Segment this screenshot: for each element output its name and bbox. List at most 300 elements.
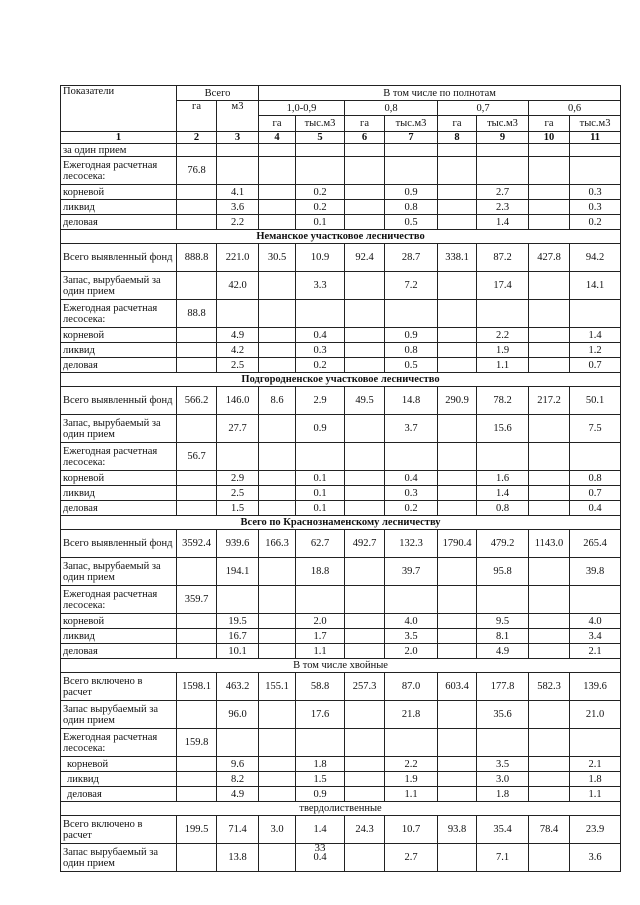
table-cell	[385, 144, 438, 157]
table-cell: 19.5	[217, 614, 259, 629]
table-cell	[177, 144, 217, 157]
table-cell	[477, 729, 529, 757]
table-cell: 28.7	[385, 244, 438, 272]
table-cell: 0.9	[296, 415, 345, 443]
table-cell	[529, 586, 570, 614]
header-thous-m3: тыс.м3	[477, 116, 529, 132]
table-row	[61, 443, 621, 471]
header-total-m3: м3	[217, 101, 259, 132]
table-cell: 3.5	[477, 757, 529, 772]
table-cell: 88.8	[177, 300, 217, 328]
table-cell: 0.7	[570, 358, 621, 373]
header-total: Всего	[177, 86, 259, 101]
table-cell: 359.7	[177, 586, 217, 614]
table-row	[61, 586, 621, 614]
row-label: ликвид	[61, 629, 177, 644]
table-cell	[259, 157, 296, 185]
section-header-row	[61, 802, 621, 816]
row-label: Всего включено в расчет	[61, 816, 177, 844]
table-cell: 0.3	[570, 185, 621, 200]
table-cell	[296, 586, 345, 614]
table-cell	[570, 157, 621, 185]
table-cell: 23.9	[570, 816, 621, 844]
table-cell: 0.8	[477, 501, 529, 516]
table-row	[61, 300, 621, 328]
table-cell	[529, 772, 570, 787]
table-cell: 62.7	[296, 530, 345, 558]
table-body	[61, 144, 621, 872]
table-cell: 93.8	[438, 816, 477, 844]
table-cell	[177, 272, 217, 300]
table-row	[61, 215, 621, 230]
table-cell: 159.8	[177, 729, 217, 757]
table-cell	[438, 701, 477, 729]
table-cell: 1.1	[477, 358, 529, 373]
table-cell: 1.8	[296, 757, 345, 772]
table-cell: 14.8	[385, 387, 438, 415]
row-label: корневой	[61, 328, 177, 343]
table-cell: 9.5	[477, 614, 529, 629]
table-cell: 1.5	[217, 501, 259, 516]
table-cell	[477, 443, 529, 471]
table-cell	[385, 443, 438, 471]
table-cell	[529, 200, 570, 215]
table-cell	[259, 644, 296, 659]
table-cell	[217, 586, 259, 614]
table-cell: 2.7	[477, 185, 529, 200]
row-label: Ежегодная расчетная лесосека:	[61, 157, 177, 185]
header-ha: га	[259, 116, 296, 132]
table-row	[61, 787, 621, 802]
table-cell	[438, 558, 477, 586]
table-cell: 221.0	[217, 244, 259, 272]
table-cell: 4.2	[217, 343, 259, 358]
table-cell	[345, 729, 385, 757]
row-label: ликвид	[61, 486, 177, 501]
table-cell	[259, 586, 296, 614]
section-title: Всего по Краснознаменскому лесничеству	[61, 516, 621, 530]
header-density-4: 0,6	[529, 101, 621, 116]
header-ha: га	[529, 116, 570, 132]
row-label: Запас, вырубаемый за один прием	[61, 272, 177, 300]
table-cell: 1.8	[477, 787, 529, 802]
table-cell: 1.4	[477, 215, 529, 230]
table-cell	[385, 729, 438, 757]
table-cell: 39.7	[385, 558, 438, 586]
table-cell: 194.1	[217, 558, 259, 586]
column-number: 4	[259, 132, 296, 144]
table-cell: 1.2	[570, 343, 621, 358]
table-cell	[177, 701, 217, 729]
table-cell: 888.8	[177, 244, 217, 272]
table-cell: 1.9	[477, 343, 529, 358]
table-cell: 4.0	[570, 614, 621, 629]
table-cell: 177.8	[477, 673, 529, 701]
table-cell	[259, 701, 296, 729]
table-cell	[345, 443, 385, 471]
table-cell: 10.9	[296, 244, 345, 272]
table-row	[61, 729, 621, 757]
table-cell: 8.1	[477, 629, 529, 644]
table-cell: 3.0	[259, 816, 296, 844]
table-cell	[345, 629, 385, 644]
table-cell	[217, 157, 259, 185]
row-label: Запас вырубаемый за один прием	[61, 701, 177, 729]
table-cell	[345, 787, 385, 802]
table-cell	[259, 614, 296, 629]
table-cell	[177, 757, 217, 772]
table-cell	[259, 471, 296, 486]
table-cell: 8.2	[217, 772, 259, 787]
table-cell: 155.1	[259, 673, 296, 701]
table-row	[61, 144, 621, 157]
table-cell	[345, 185, 385, 200]
table-cell: 0.1	[296, 471, 345, 486]
table-cell	[345, 272, 385, 300]
table-cell	[259, 757, 296, 772]
table-cell: 139.6	[570, 673, 621, 701]
table-cell	[529, 343, 570, 358]
row-label: Ежегодная расчетная лесосека:	[61, 729, 177, 757]
table-cell	[438, 200, 477, 215]
table-cell: 0.2	[296, 200, 345, 215]
table-cell	[259, 772, 296, 787]
table-cell	[177, 471, 217, 486]
row-label: деловая	[61, 644, 177, 659]
row-label: Запас, вырубаемый за один прием	[61, 558, 177, 586]
table-cell	[529, 443, 570, 471]
table-cell: 71.4	[217, 816, 259, 844]
table-row	[61, 486, 621, 501]
table-cell: 3.6	[217, 200, 259, 215]
table-cell	[438, 729, 477, 757]
table-cell	[570, 586, 621, 614]
table-cell: 1598.1	[177, 673, 217, 701]
table-cell	[529, 644, 570, 659]
table-cell	[177, 415, 217, 443]
table-cell: 1.7	[296, 629, 345, 644]
table-cell	[345, 644, 385, 659]
table-cell	[217, 300, 259, 328]
table-cell: 17.6	[296, 701, 345, 729]
table-cell: 146.0	[217, 387, 259, 415]
table-cell: 0.8	[570, 471, 621, 486]
table-cell: 2.3	[477, 200, 529, 215]
table-row	[61, 644, 621, 659]
table-cell: 58.8	[296, 673, 345, 701]
table-cell: 76.8	[177, 157, 217, 185]
table-cell: 290.9	[438, 387, 477, 415]
table-cell	[345, 586, 385, 614]
table-cell: 2.9	[217, 471, 259, 486]
row-label: корневой	[61, 614, 177, 629]
table-cell: 10.1	[217, 644, 259, 659]
table-cell: 0.2	[296, 185, 345, 200]
table-cell	[259, 558, 296, 586]
table-cell: 257.3	[345, 673, 385, 701]
table-cell: 0.9	[385, 185, 438, 200]
table-cell: 0.4	[296, 328, 345, 343]
table-row	[61, 673, 621, 701]
table-cell: 1.4	[570, 328, 621, 343]
table-cell	[529, 787, 570, 802]
table-row	[61, 530, 621, 558]
table-cell	[345, 300, 385, 328]
table-cell	[259, 486, 296, 501]
table-cell: 9.6	[217, 757, 259, 772]
page-number: 33	[314, 842, 326, 854]
row-label: Всего выявленный фонд	[61, 530, 177, 558]
table-row	[61, 629, 621, 644]
table-cell	[217, 729, 259, 757]
table-cell: 4.0	[385, 614, 438, 629]
table-cell	[529, 157, 570, 185]
table-cell: 4.9	[217, 787, 259, 802]
table-row	[61, 772, 621, 787]
table-cell: 463.2	[217, 673, 259, 701]
table-cell: 0.1	[296, 486, 345, 501]
table-cell: 338.1	[438, 244, 477, 272]
table-cell: 0.5	[385, 215, 438, 230]
table-cell: 1143.0	[529, 530, 570, 558]
table-cell	[438, 443, 477, 471]
row-label: Всего выявленный фонд	[61, 387, 177, 415]
section-header-row	[61, 516, 621, 530]
table-cell	[529, 215, 570, 230]
table-cell	[296, 144, 345, 157]
table-cell	[385, 586, 438, 614]
header-ha: га	[345, 116, 385, 132]
table-cell	[259, 200, 296, 215]
table-cell	[177, 787, 217, 802]
row-label: деловая	[61, 501, 177, 516]
table-cell: 50.1	[570, 387, 621, 415]
table-cell: 49.5	[345, 387, 385, 415]
table-cell: 479.2	[477, 530, 529, 558]
column-number: 6	[345, 132, 385, 144]
table-cell: 16.7	[217, 629, 259, 644]
header-thous-m3: тыс.м3	[385, 116, 438, 132]
table-row	[61, 614, 621, 629]
table-cell: 2.9	[296, 387, 345, 415]
table-cell: 15.6	[477, 415, 529, 443]
row-label: Ежегодная расчетная лесосека:	[61, 300, 177, 328]
table-cell	[385, 300, 438, 328]
table-cell: 1.8	[570, 772, 621, 787]
table-cell	[438, 300, 477, 328]
table-row	[61, 200, 621, 215]
table-row	[61, 415, 621, 443]
table-cell: 1.5	[296, 772, 345, 787]
table-cell	[438, 787, 477, 802]
table-cell	[259, 144, 296, 157]
table-cell	[217, 443, 259, 471]
header-thous-m3: тыс.м3	[570, 116, 621, 132]
table-cell: 0.4	[296, 844, 345, 872]
table-cell: 1.9	[385, 772, 438, 787]
table-cell	[296, 300, 345, 328]
header-total-ha: га	[177, 101, 217, 132]
table-cell: 0.2	[385, 501, 438, 516]
table-row	[61, 816, 621, 844]
column-number: 7	[385, 132, 438, 144]
table-cell: 1.1	[570, 787, 621, 802]
section-title: В том числе хвойные	[61, 659, 621, 673]
table-cell: 0.8	[385, 200, 438, 215]
table-row	[61, 701, 621, 729]
table-cell	[529, 185, 570, 200]
table-cell	[477, 144, 529, 157]
table-cell: 1.4	[477, 486, 529, 501]
table-cell: 0.3	[570, 200, 621, 215]
header-density-3: 0,7	[438, 101, 529, 116]
table-cell	[529, 300, 570, 328]
header-ha: га	[438, 116, 477, 132]
table-cell: 2.2	[217, 215, 259, 230]
table-cell: 4.9	[477, 644, 529, 659]
table-cell: 7.5	[570, 415, 621, 443]
table-cell	[177, 215, 217, 230]
table-cell: 1.1	[385, 787, 438, 802]
row-label: корневой	[61, 471, 177, 486]
table-cell: 0.3	[385, 486, 438, 501]
table-cell: 582.3	[529, 673, 570, 701]
table-cell	[217, 144, 259, 157]
table-cell	[345, 486, 385, 501]
table-cell	[385, 157, 438, 185]
table-cell	[259, 629, 296, 644]
table-cell	[529, 729, 570, 757]
table-cell: 217.2	[529, 387, 570, 415]
table-cell: 42.0	[217, 272, 259, 300]
table-cell: 132.3	[385, 530, 438, 558]
table-cell	[259, 443, 296, 471]
table-cell	[529, 757, 570, 772]
column-number: 5	[296, 132, 345, 144]
table-cell	[296, 443, 345, 471]
table-cell: 2.2	[385, 757, 438, 772]
table-cell	[259, 358, 296, 373]
table-cell: 2.2	[477, 328, 529, 343]
header-indicators: Показатели	[61, 86, 177, 132]
column-number: 1	[61, 132, 177, 144]
table-cell: 87.0	[385, 673, 438, 701]
table-cell: 14.1	[570, 272, 621, 300]
row-label: Ежегодная расчетная лесосека:	[61, 586, 177, 614]
table-cell	[438, 215, 477, 230]
table-cell	[259, 185, 296, 200]
table-row	[61, 157, 621, 185]
table-row	[61, 328, 621, 343]
table-cell	[529, 629, 570, 644]
table-row	[61, 358, 621, 373]
column-number: 8	[438, 132, 477, 144]
table-cell	[345, 415, 385, 443]
table-cell: 7.1	[477, 844, 529, 872]
table-cell	[529, 272, 570, 300]
table-cell: 56.7	[177, 443, 217, 471]
table-cell	[529, 614, 570, 629]
table-cell	[345, 215, 385, 230]
table-cell: 1790.4	[438, 530, 477, 558]
header-density-1: 1,0-0,9	[259, 101, 345, 116]
table-cell	[345, 501, 385, 516]
table-cell	[177, 772, 217, 787]
table-cell: 78.4	[529, 816, 570, 844]
row-label: ликвид	[61, 343, 177, 358]
row-label: ликвид	[61, 200, 177, 215]
table-cell: 39.8	[570, 558, 621, 586]
table-cell	[529, 358, 570, 373]
table-cell	[438, 471, 477, 486]
table-cell: 1.4	[296, 816, 345, 844]
column-number: 3	[217, 132, 259, 144]
table-cell: 2.5	[217, 486, 259, 501]
table-cell	[570, 729, 621, 757]
table-cell: 1.6	[477, 471, 529, 486]
table-cell	[529, 328, 570, 343]
section-title: Подгородненское участковое лесничество	[61, 373, 621, 387]
table-cell	[438, 757, 477, 772]
table-cell: 30.5	[259, 244, 296, 272]
table-cell	[345, 358, 385, 373]
table-cell	[345, 772, 385, 787]
table-cell: 2.1	[570, 644, 621, 659]
table-cell: 24.3	[345, 816, 385, 844]
section-header-row	[61, 373, 621, 387]
table-cell: 603.4	[438, 673, 477, 701]
table-cell: 0.5	[385, 358, 438, 373]
table-cell	[259, 272, 296, 300]
table-cell	[177, 343, 217, 358]
table-cell: 94.2	[570, 244, 621, 272]
table-cell	[259, 328, 296, 343]
table-cell	[177, 644, 217, 659]
table-cell: 0.8	[385, 343, 438, 358]
table-cell: 265.4	[570, 530, 621, 558]
table-cell: 35.4	[477, 816, 529, 844]
table-cell	[477, 586, 529, 614]
table-cell	[438, 629, 477, 644]
table-cell: 0.4	[385, 471, 438, 486]
table-cell	[438, 486, 477, 501]
table-cell: 4.9	[217, 328, 259, 343]
table-cell	[438, 586, 477, 614]
table-cell	[438, 644, 477, 659]
table-cell	[438, 328, 477, 343]
table-row	[61, 343, 621, 358]
table-cell	[259, 415, 296, 443]
table-cell: 2.7	[385, 844, 438, 872]
table-cell	[345, 471, 385, 486]
table-cell: 92.4	[345, 244, 385, 272]
table-cell: 3592.4	[177, 530, 217, 558]
row-label: деловая	[61, 358, 177, 373]
table-cell	[477, 300, 529, 328]
table-cell: 17.4	[477, 272, 529, 300]
table-cell	[529, 471, 570, 486]
row-label: Всего включено в расчет	[61, 673, 177, 701]
table-cell: 0.9	[385, 328, 438, 343]
table-cell	[345, 558, 385, 586]
table-cell	[177, 185, 217, 200]
table-cell: 3.6	[570, 844, 621, 872]
row-label: корневой	[61, 757, 177, 772]
row-label: Всего выявленный фонд	[61, 244, 177, 272]
table-cell: 2.0	[385, 644, 438, 659]
table-cell: 4.1	[217, 185, 259, 200]
table-cell	[345, 343, 385, 358]
